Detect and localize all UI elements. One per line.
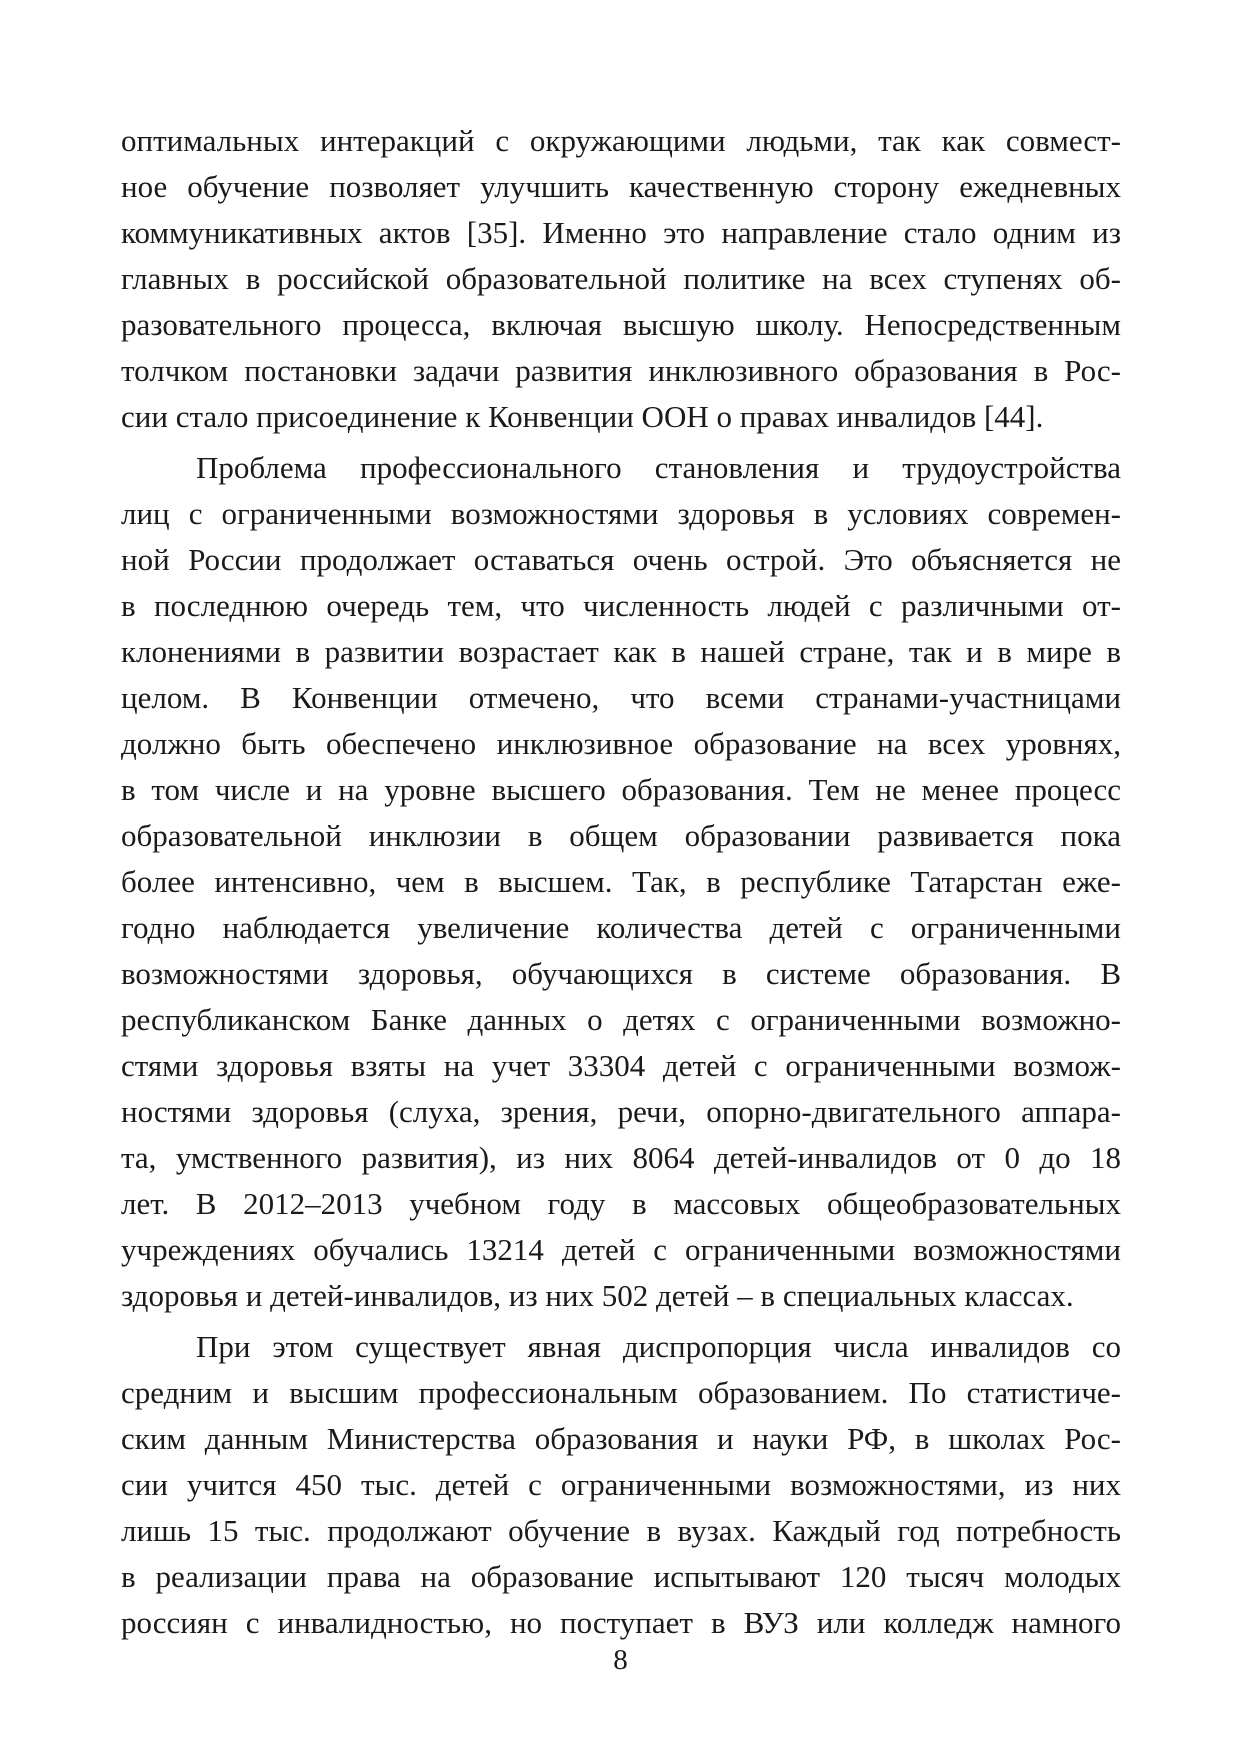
text-line: в последнюю очередь тем, что численность людей с различными от- xyxy=(121,588,1121,623)
text-line: клонениями в развитии возрастает как в нашей стране, так и в мире в xyxy=(121,634,1121,669)
text-line: главных в российской образовательной политике на всех ступенях об- xyxy=(121,261,1121,296)
text-line: Проблема профессионального становления и трудоустройства xyxy=(196,450,1121,485)
text-line: сии учится 450 тыс. детей с ограниченными возможностями, из них xyxy=(121,1467,1121,1502)
text-line: более интенсивно, чем в высшем. Так, в республике Татарстан еже- xyxy=(121,864,1121,899)
text-line: сии стало присоединение к Конвенции ООН о правах инвалидов [44]. xyxy=(121,399,1044,434)
text-line: целом. В Конвенции отмечено, что всеми странами-участницами xyxy=(121,680,1121,715)
text-line: республиканском Банке данных о детях с ограниченными возможно- xyxy=(121,1002,1121,1037)
text-line: разовательного процесса, включая высшую школу. Непосредственным xyxy=(121,307,1121,342)
text-line: ским данным Министерства образования и науки РФ, в школах Рос- xyxy=(121,1421,1121,1456)
text-line: При этом существует явная диспропорция числа инвалидов со xyxy=(196,1329,1121,1364)
text-line: годно наблюдается увеличение количества детей с ограниченными xyxy=(121,910,1121,945)
text-line: учреждениях обучались 13214 детей с ограниченными возможностями xyxy=(121,1232,1121,1267)
text-line: образовательной инклюзии в общем образовании развивается пока xyxy=(121,818,1121,853)
text-line: оптимальных интеракций с окружающими людьми, так как совмест- xyxy=(121,123,1121,158)
text-line: ной России продолжает оставаться очень острой. Это объясняется не xyxy=(121,542,1121,577)
page-number: 8 xyxy=(613,1644,628,1676)
body-text xyxy=(121,118,1121,1646)
text-line: стями здоровья взяты на учет 33304 детей с ограниченными возмож- xyxy=(121,1048,1121,1083)
text-line: возможностями здоровья, обучающихся в системе образования. В xyxy=(121,956,1121,991)
text-line: лиц с ограниченными возможностями здоровья в условиях современ- xyxy=(121,496,1121,531)
text-line: средним и высшим профессиональным образованием. По статистиче- xyxy=(121,1375,1121,1410)
paragraph xyxy=(121,445,1121,1319)
text-line: лет. В 2012–2013 учебном году в массовых общеобразовательных xyxy=(121,1186,1121,1221)
text-line: ностями здоровья (слуха, зрения, речи, опорно-двигательного аппара- xyxy=(121,1094,1121,1129)
text-line: лишь 15 тыс. продолжают обучение в вузах. Каждый год потребность xyxy=(121,1513,1121,1548)
paragraph xyxy=(121,118,1121,440)
text-line: та, умственного развития), из них 8064 детей-инвалидов от 0 до 18 xyxy=(121,1140,1121,1175)
text-line: в реализации права на образование испытывают 120 тысяч молодых xyxy=(121,1559,1121,1594)
text-line: здоровья и детей-инвалидов, из них 502 детей – в специальных классах. xyxy=(121,1278,1074,1313)
paragraph xyxy=(121,1324,1121,1646)
text-line: россиян с инвалидностью, но поступает в ВУЗ или колледж намного xyxy=(121,1605,1121,1640)
text-line: толчком постановки задачи развития инклюзивного образования в Рос- xyxy=(121,353,1121,388)
text-line: должно быть обеспечено инклюзивное образование на всех уровнях, xyxy=(121,726,1121,761)
text-line: в том числе и на уровне высшего образования. Тем не менее процесс xyxy=(121,772,1121,807)
text-line: коммуникативных актов [35]. Именно это направление стало одним из xyxy=(121,215,1121,250)
text-line: ное обучение позволяет улучшить качественную сторону ежедневных xyxy=(121,169,1121,204)
